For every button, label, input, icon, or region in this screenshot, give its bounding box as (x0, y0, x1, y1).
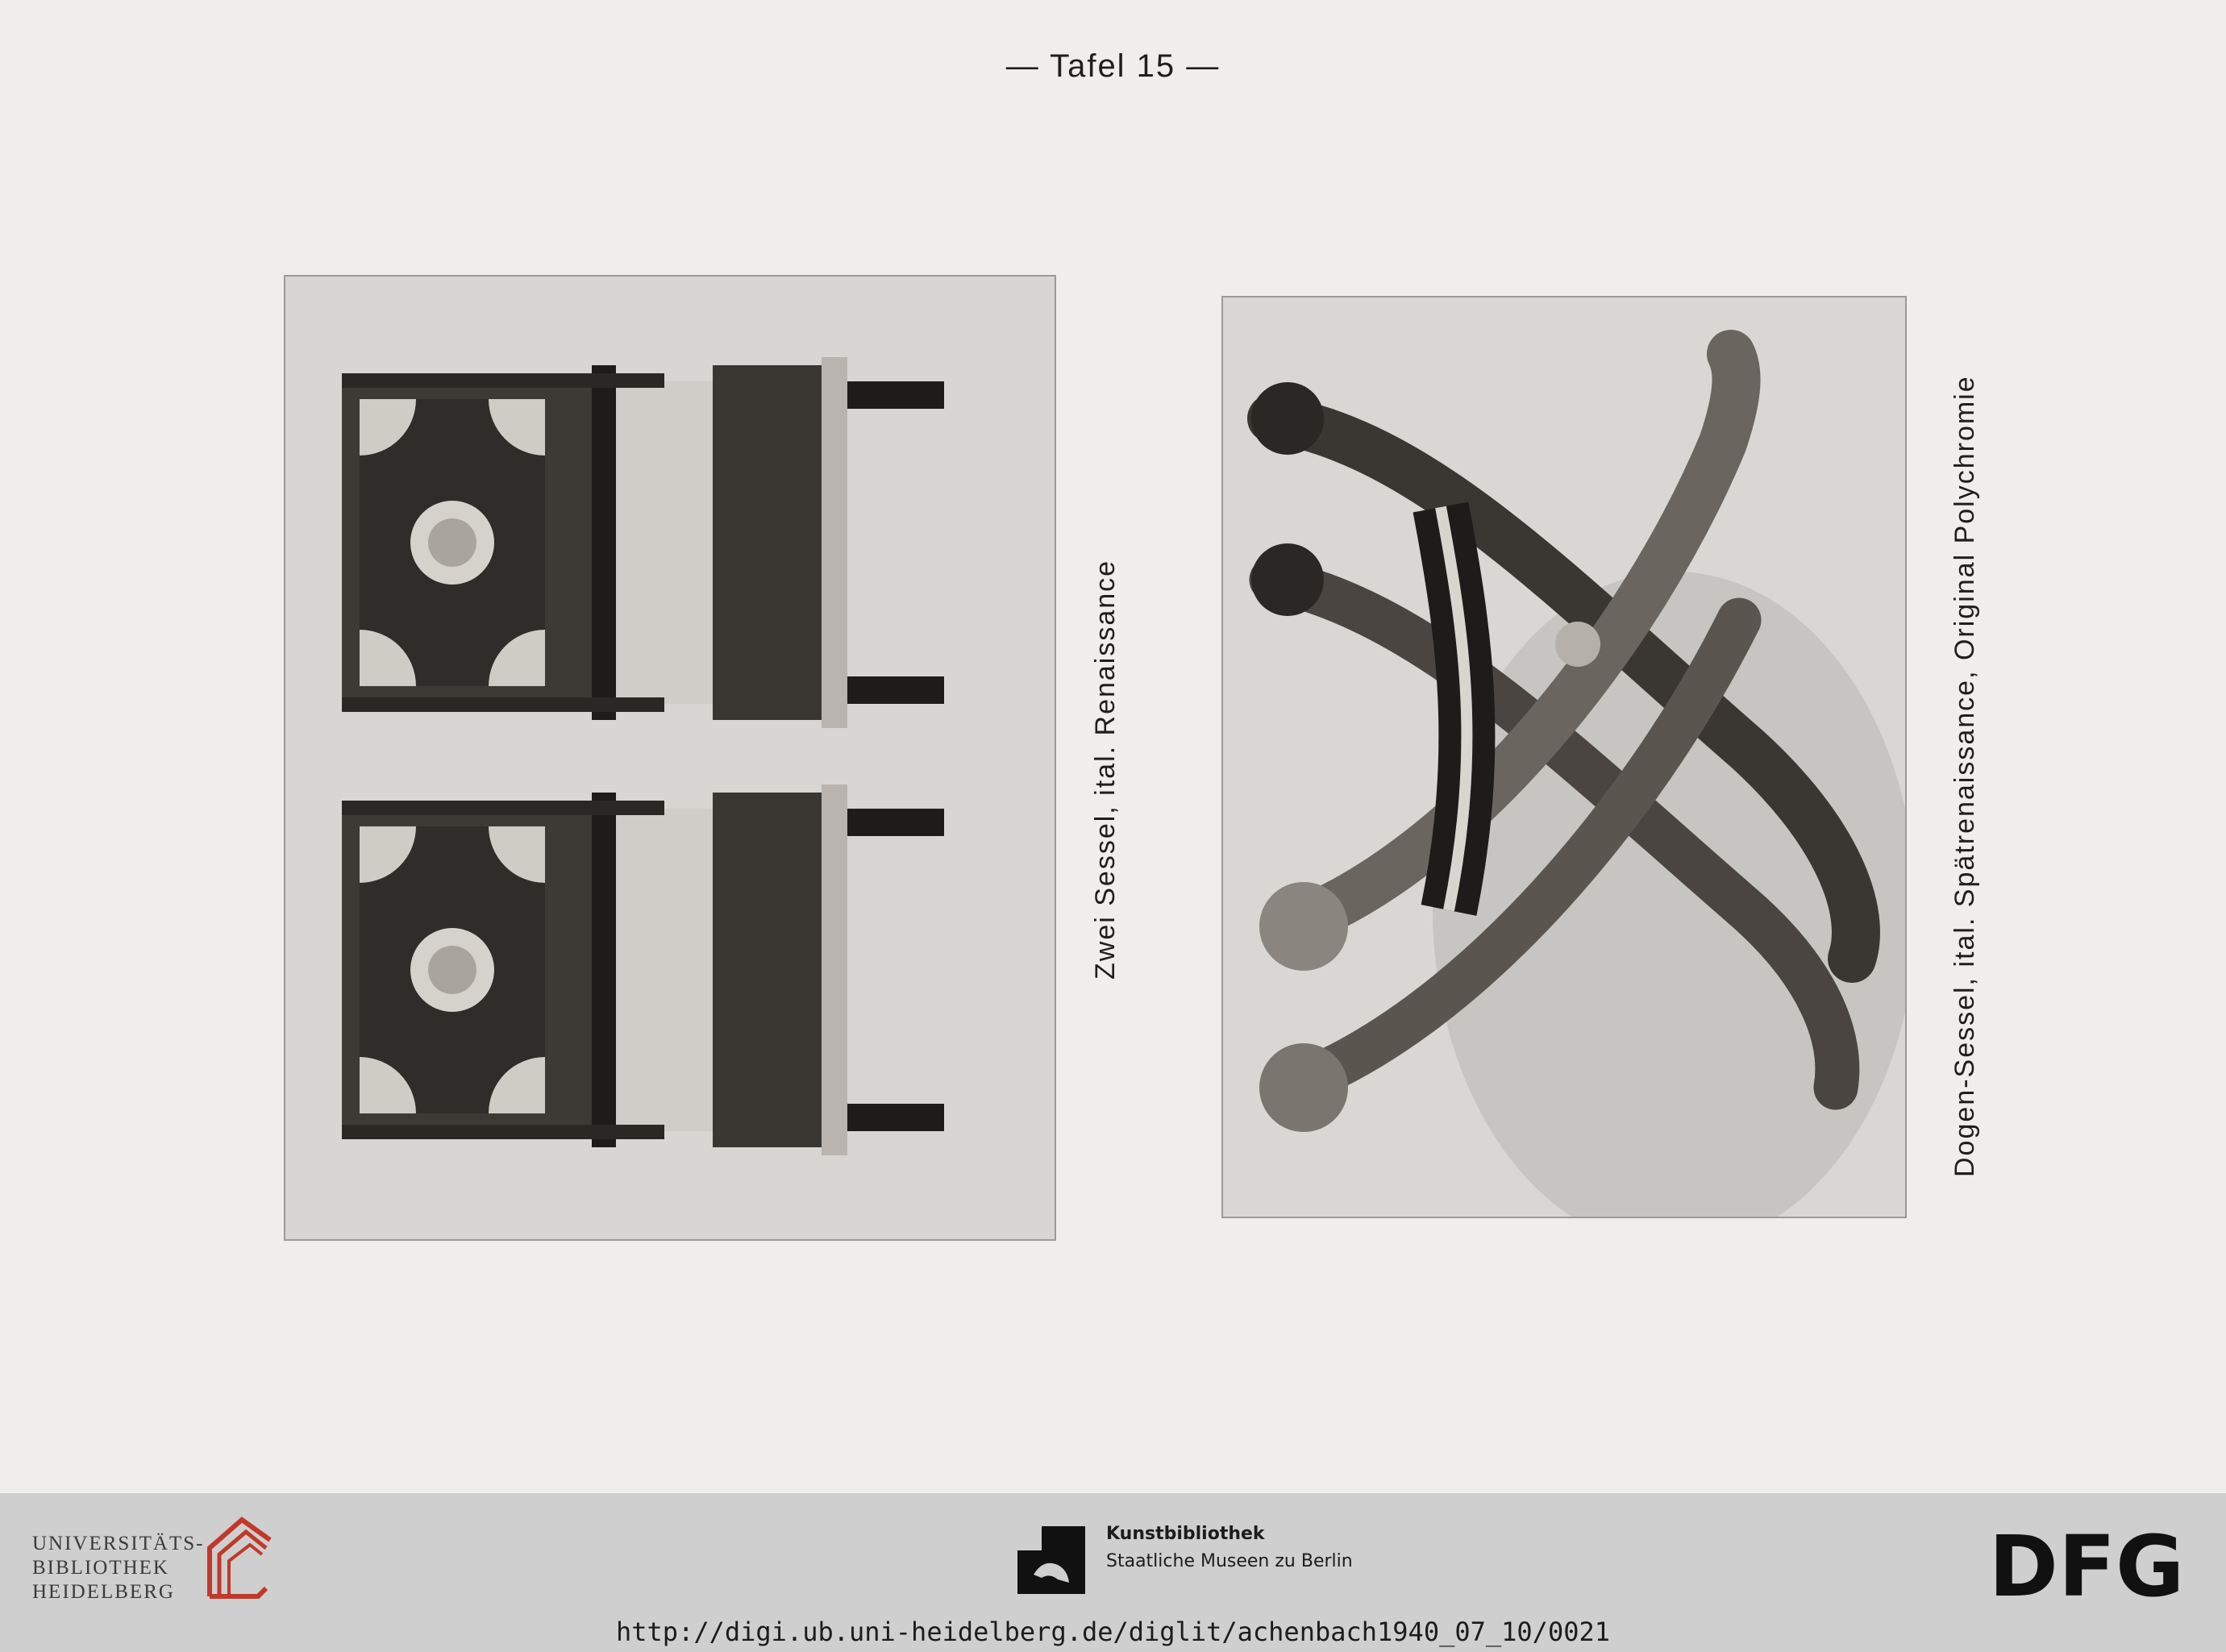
page-url[interactable]: http://digi.ub.uni-heidelberg.de/diglit/achenbach1940_07_10/0021 (616, 1617, 1610, 1647)
ub-heidelberg-logo-icon (202, 1516, 274, 1604)
kunstbibliothek-subtitle: Staatliche Museen zu Berlin (1106, 1551, 1353, 1571)
two-chairs-image (285, 277, 1055, 1239)
doge-chair-image (1223, 298, 1905, 1217)
photo-two-chairs (284, 275, 1056, 1241)
caption-doge-chair: Dogen-Sessel, ital. Spätrenaissance, Original Polychromie (1949, 375, 1980, 1177)
kunstbibliothek-eagle-icon (1017, 1526, 1085, 1594)
dfg-logo (1982, 1526, 2191, 1607)
kunstbibliothek-title: Kunstbibliothek (1106, 1524, 1265, 1544)
photo-doge-chair (1221, 296, 1907, 1218)
dfg-logo-text: DFG (1988, 1526, 2185, 1607)
caption-two-chairs: Zwei Sessel, ital. Renaissance (1090, 559, 1121, 980)
ub-line: BIBLIOTHEK (32, 1557, 169, 1579)
ub-heidelberg-logo-text (32, 1532, 205, 1604)
ub-line: HEIDELBERG (32, 1581, 175, 1603)
ub-line: UNIVERSITÄTS- (32, 1533, 205, 1554)
plate-title: — Tafel 15 — (1005, 48, 1221, 84)
